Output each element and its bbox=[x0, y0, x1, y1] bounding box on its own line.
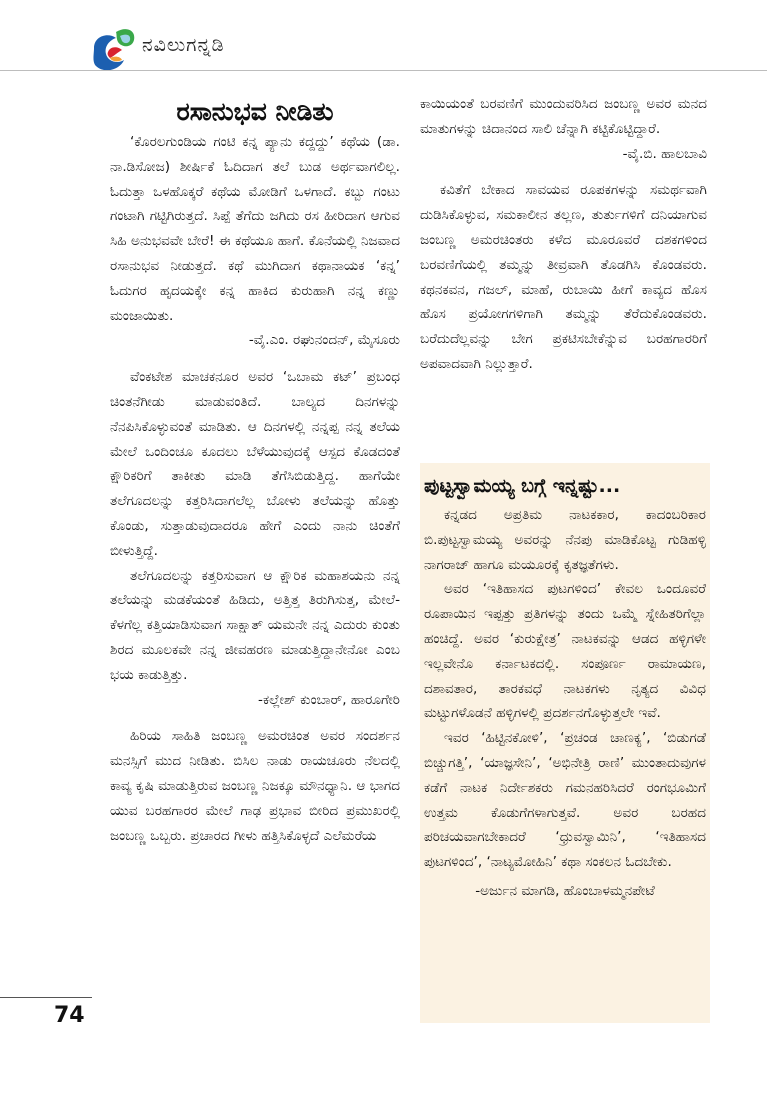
letter-text: ಹಿರಿಯ ಸಾಹಿತಿ ಜಂಬಣ್ಣ ಅಮರಚಿಂತ ಅವರ ಸಂದರ್ಶನ ಮನಸ್ಸಿಗೆ ಮುದ ನೀಡಿತು. ಬಿಸಿಲ ನಾಡು ರಾಯಚೂರು ನೆಲದಲ್ಲಿ ಕಾವ್ಯ ಕೃಷಿ ಮಾಡುತ್ತಿರುವ ಜಂಬಣ್ಣ ನಿಜಕ್ಕೂ ಮೌನಧ್ಯಾನಿ. ಆ ಭಾಗದ ಯುವ ಬರಹಗಾರರ ಮೇಲೆ ಗಾಢ ಪ್ರಭಾವ ಬೀರಿದ ಪ್ರಮುಖರಲ್ಲಿ ಜಂಬಣ್ಣ ಒಬ್ಬರು. ಪ್ರಚಾರದ ಗೀಳು ಹತ್ತಿಸಿಕೊಳ್ಳದೆ ಎಲೆಮರೆಯ bbox=[110, 728, 400, 844]
box-paragraph: ಅವರ ‘ಇತಿಹಾಸದ ಪುಟಗಳಿಂದ’ ಕೇವಲ ಒಂದೂವರೆ ರೂಪಾಯಿನ ಇಪ್ಪತ್ತು ಪ್ರತಿಗಳನ್ನು ತಂದು ಒಮ್ಮೆ ಸ್ನೇಹಿತರಿಗೆಲ್ಲಾ ಹಂಚಿದ್ದೆ. ಅವರ ‘ಕುರುಕ್ಷೇತ್ರ’ ನಾಟಕವನ್ನು ಆಡದ ಹಳ್ಳಿಗಳೇ ಇಲ್ಲವೇನೊ ಕರ್ನಾಟಕದಲ್ಲಿ. ಸಂಪೂರ್ಣ ರಾಮಾಯಣ, ದಶಾವತಾರ, ತಾರಕವಧೆ ನಾಟಕಗಳು ನೃತ್ಯದ ವಿವಿಧ ಮಟ್ಟುಗಳೊಡನೆ ಹಳ್ಳಿಗಳಲ್ಲಿ ಪ್ರದರ್ಶನಗೊಳ್ಳುತ್ತಲೇ ಇವೆ. bbox=[424, 581, 706, 722]
letter-signature: -ವೈ.ಎಂ. ರಘುನಂದನ್, ಮೈಸೂರು bbox=[248, 332, 400, 349]
box-title: ಪುಟ್ಟಸ್ವಾಮಯ್ಯ ಬಗ್ಗೆ ಇನ್ನಷ್ಟು... bbox=[424, 475, 621, 497]
letter-signature: -ಕಲ್ಲೇಶ್ ಕುಂಬಾರ್, ಹಾರೂಗೇರಿ bbox=[258, 691, 400, 708]
box-signature: -ಅರ್ಜುನ ಮಾಗಡಿ, ಹೊಂಬಾಳಮ್ಮನಪೇಟೆ bbox=[475, 882, 655, 899]
box-paragraph: ಕನ್ನಡದ ಅಪ್ರತಿಮ ನಾಟಕಕಾರ, ಕಾದಂಬರಿಕಾರ ಬಿ.ಪುಟ್ಟಸ್ವಾಮಯ್ಯ ಅವರನ್ನು ನೆನಪು ಮಾಡಿಕೊಟ್ಟ ಗುಡಿಹಳ್ಳಿ ನಾಗರಾಜ್ ಹಾಗೂ ಮಯೂರಕ್ಕೆ ಕೃತಜ್ಞತೆಗಳು. bbox=[424, 507, 706, 573]
sidebar-box bbox=[420, 463, 710, 1023]
peacock-logo-icon bbox=[86, 26, 138, 76]
magazine-brand: ನವಿಲುಗನ್ನಡಿ bbox=[142, 34, 225, 56]
section-title: ರಸಾನುಭವ ನೀಡಿತು bbox=[176, 97, 334, 126]
letter-text: ಕಾಯಿಯಂತೆ ಬರವಣಿಗೆ ಮುಂದುವರಿಸಿದ ಜಂಬಣ್ಣ ಅವರ ಮನದ ಮಾತುಗಳನ್ನು ಚಿದಾನಂದ ಸಾಲಿ ಚೆನ್ನಾಗಿ ಕಟ್ಟಿಕೊಟ್ಟಿದ್ದಾರೆ. bbox=[420, 96, 707, 137]
left-column bbox=[110, 96, 400, 848]
box-paragraph: ಇವರ ‘ಹಿಟ್ಟಿನಕೋಳಿ’, ‘ಪ್ರಚಂಡ ಚಾಣಕ್ಯ’, ‘ಬಿಡುಗಡೆ ಬಿಚ್ಚುಗತ್ತಿ’, ‘ಯಾಜ್ಞಸೇನಿ’, ‘ಅಭಿನೇತ್ರಿ ರಾಣಿ’ ಮುಂತಾದುವುಗಳ ಕಡೆಗೆ ನಾಟಕ ನಿರ್ದೇಶಕರು ಗಮನಹರಿಸಿದರೆ ರಂಗಭೂಮಿಗೆ ಉತ್ತಮ ಕೊಡುಗೆಗಳಾಗುತ್ತವೆ. ಅವರ ಬರಹದ ಪರಿಚಯವಾಗಬೇಕಾದರೆ ‘ಧ್ರುವಸ್ವಾಮಿನಿ’, ‘ಇತಿಹಾಸದ ಪುಟಗಳಿಂದ’, ‘ನಾಟ್ಯಮೋಹಿನಿ’ ಕಥಾ ಸಂಕಲನ ಓದಬೇಕು. bbox=[424, 730, 706, 871]
letter-text: ಕವಿತೆಗೆ ಬೇಕಾದ ಸಾವಯವ ರೂಪಕಗಳನ್ನು ಸಮರ್ಥವಾಗಿ ದುಡಿಸಿಕೊಳ್ಳುವ, ಸಮಕಾಲೀನ ತಲ್ಲಣ, ತುರ್ತುಗಳಿಗೆ ದನಿಯಾಗುವ ಜಂಬಣ್ಣ ಅಮರಚಿಂತರು ಕಳೆದ ಮೂರೂವರೆ ದಶಕಗಳಿಂದ ಬರವಣಿಗೆಯಲ್ಲಿ ತಮ್ಮನ್ನು ತೀವ್ರವಾಗಿ ತೊಡಗಿಸಿ ಕೊಂಡವರು. ಕಥನಕವನ, ಗಜಲ್, ಮಾಹೆ, ರುಬಾಯಿ ಹೀಗೆ ಕಾವ್ಯದ ಹೊಸ ಹೊಸ ಪ್ರಯೋಗಗಳಿಗಾಗಿ ತಮ್ಮನ್ನು ತೆರೆದುಕೊಂಡವರು. ಬರೆದುದೆಲ್ಲವನ್ನು ಬೇಗ ಪ್ರಕಟಿಸಬೇಕೆನ್ನುವ ಬರಹಗಾರರಿಗೆ ಅಪವಾದವಾಗಿ ನಿಲ್ಲುತ್ತಾರೆ. bbox=[420, 182, 707, 372]
page-number: 74 bbox=[54, 1003, 85, 1028]
header-divider bbox=[0, 70, 767, 71]
page-header bbox=[0, 0, 767, 80]
letter-signature: -ವೈ.ಬಿ. ಹಾಲಬಾವಿ bbox=[622, 145, 707, 162]
footer-divider bbox=[0, 997, 92, 998]
right-column bbox=[420, 92, 707, 377]
letter-text: ‘ಕೊರಲಗುಂಡಿಯ ಗಂಟಿ ಕನ್ನ ಪ್ಯಾನು ಕದ್ದದ್ದು’ ಕಥೆಯ (ಡಾ. ನಾ.ಡಿಸೋಜ) ಶೀರ್ಷಿಕೆ ಓದಿದಾಗ ತಲೆ ಬುಡ ಅರ್ಥವಾಗಲಿಲ್ಲ. ಓದುತ್ತಾ ಒಳಹೊಕ್ಕರೆ ಕಥೆಯ ಮೋಡಿಗೆ ಒಳಗಾದೆ. ಕಬ್ಬು ಗಂಟು ಗಂಟಾಗಿ ಗಟ್ಟಿಗಿರುತ್ತದೆ. ಸಿಪ್ಪೆ ತೆಗೆದು ಜಗಿದು ರಸ ಹೀರಿದಾಗ ಆಗುವ ಸಿಹಿ ಅನುಭವವೇ ಬೇರೆ! ಈ ಕಥೆಯೂ ಹಾಗೆ. ಕೊನೆಯಲ್ಲಿ ನಿಜವಾದ ರಸಾನುಭವ ನೀಡುತ್ತದೆ. ಕಥೆ ಮುಗಿದಾಗ ಕಥಾನಾಯಕ ‘ಕನ್ನ’ ಓದುಗರ ಹೃದಯಕ್ಕೇ ಕನ್ನ ಹಾಕಿದ ಕುರುಹಾಗಿ ನನ್ನ ಕಣ್ಣು ಮಂಜಾಯಿತು. bbox=[110, 134, 400, 324]
letter-text: ತಲೆಗೂದಲನ್ನು ಕತ್ತರಿಸುವಾಗ ಆ ಕ್ಷೌರಿಕ ಮಹಾಶಯನು ನನ್ನ ತಲೆಯನ್ನು ಮಡಕೆಯಂತೆ ಹಿಡಿದು, ಅತ್ತಿತ್ತ ತಿರುಗಿಸುತ್ತ, ಮೇಲೆ-ಕೆಳಗೆಲ್ಲ ಕತ್ತಿಯಾಡಿಸುವಾಗ ಸಾಕ್ಷಾತ್ ಯಮನೇ ನನ್ನ ಎದುರು ಕುಂತು ಶಿರದ ಮೂಲಕವೇ ನನ್ನ ಜೀವಹರಣ ಮಾಡುತ್ತಿದ್ದಾನೇನೋ ಎಂಬ ಭಯ ಕಾಡುತ್ತಿತ್ತು. bbox=[110, 567, 400, 683]
letter-text: ವೆಂಕಟೇಶ ಮಾಚಕನೂರ ಅವರ ‘ಒಬಾಮ ಕಟ್’ ಪ್ರಬಂಧ ಚಿಂತನೆಗೀಡು ಮಾಡುವಂತಿದೆ. ಬಾಲ್ಯದ ದಿನಗಳನ್ನು ನೆನಪಿಸಿಕೊಳ್ಳುವಂತೆ ಮಾಡಿತು. ಆ ದಿನಗಳಲ್ಲಿ ನನ್ನಪ್ಪ ನನ್ನ ತಲೆಯ ಮೇಲೆ ಒಂದಿಂಚೂ ಕೂದಲು ಬೆಳೆಯುವುದಕ್ಕೆ ಆಸ್ಪದ ಕೊಡದಂತೆ ಕ್ಷೌರಿಕರಿಗೆ ತಾಕೀತು ಮಾಡಿ ತೆಗೆಸಿಬಿಡುತ್ತಿದ್ದ. ಹಾಗೆಯೇ ತಲೆಗೂದಲನ್ನು ಕತ್ತರಿಸಿದಾಗಲೆಲ್ಲ ಬೋಳು ತಲೆಯನ್ನು ಹೊತ್ತು ಕೊಂಡು, ಸುತ್ತಾಡುವುದಾದರೂ ಹೇಗೆ ಎಂದು ನಾನು ಚಿಂತೆಗೆ ಬೀಳುತ್ತಿದ್ದೆ. bbox=[110, 369, 400, 559]
